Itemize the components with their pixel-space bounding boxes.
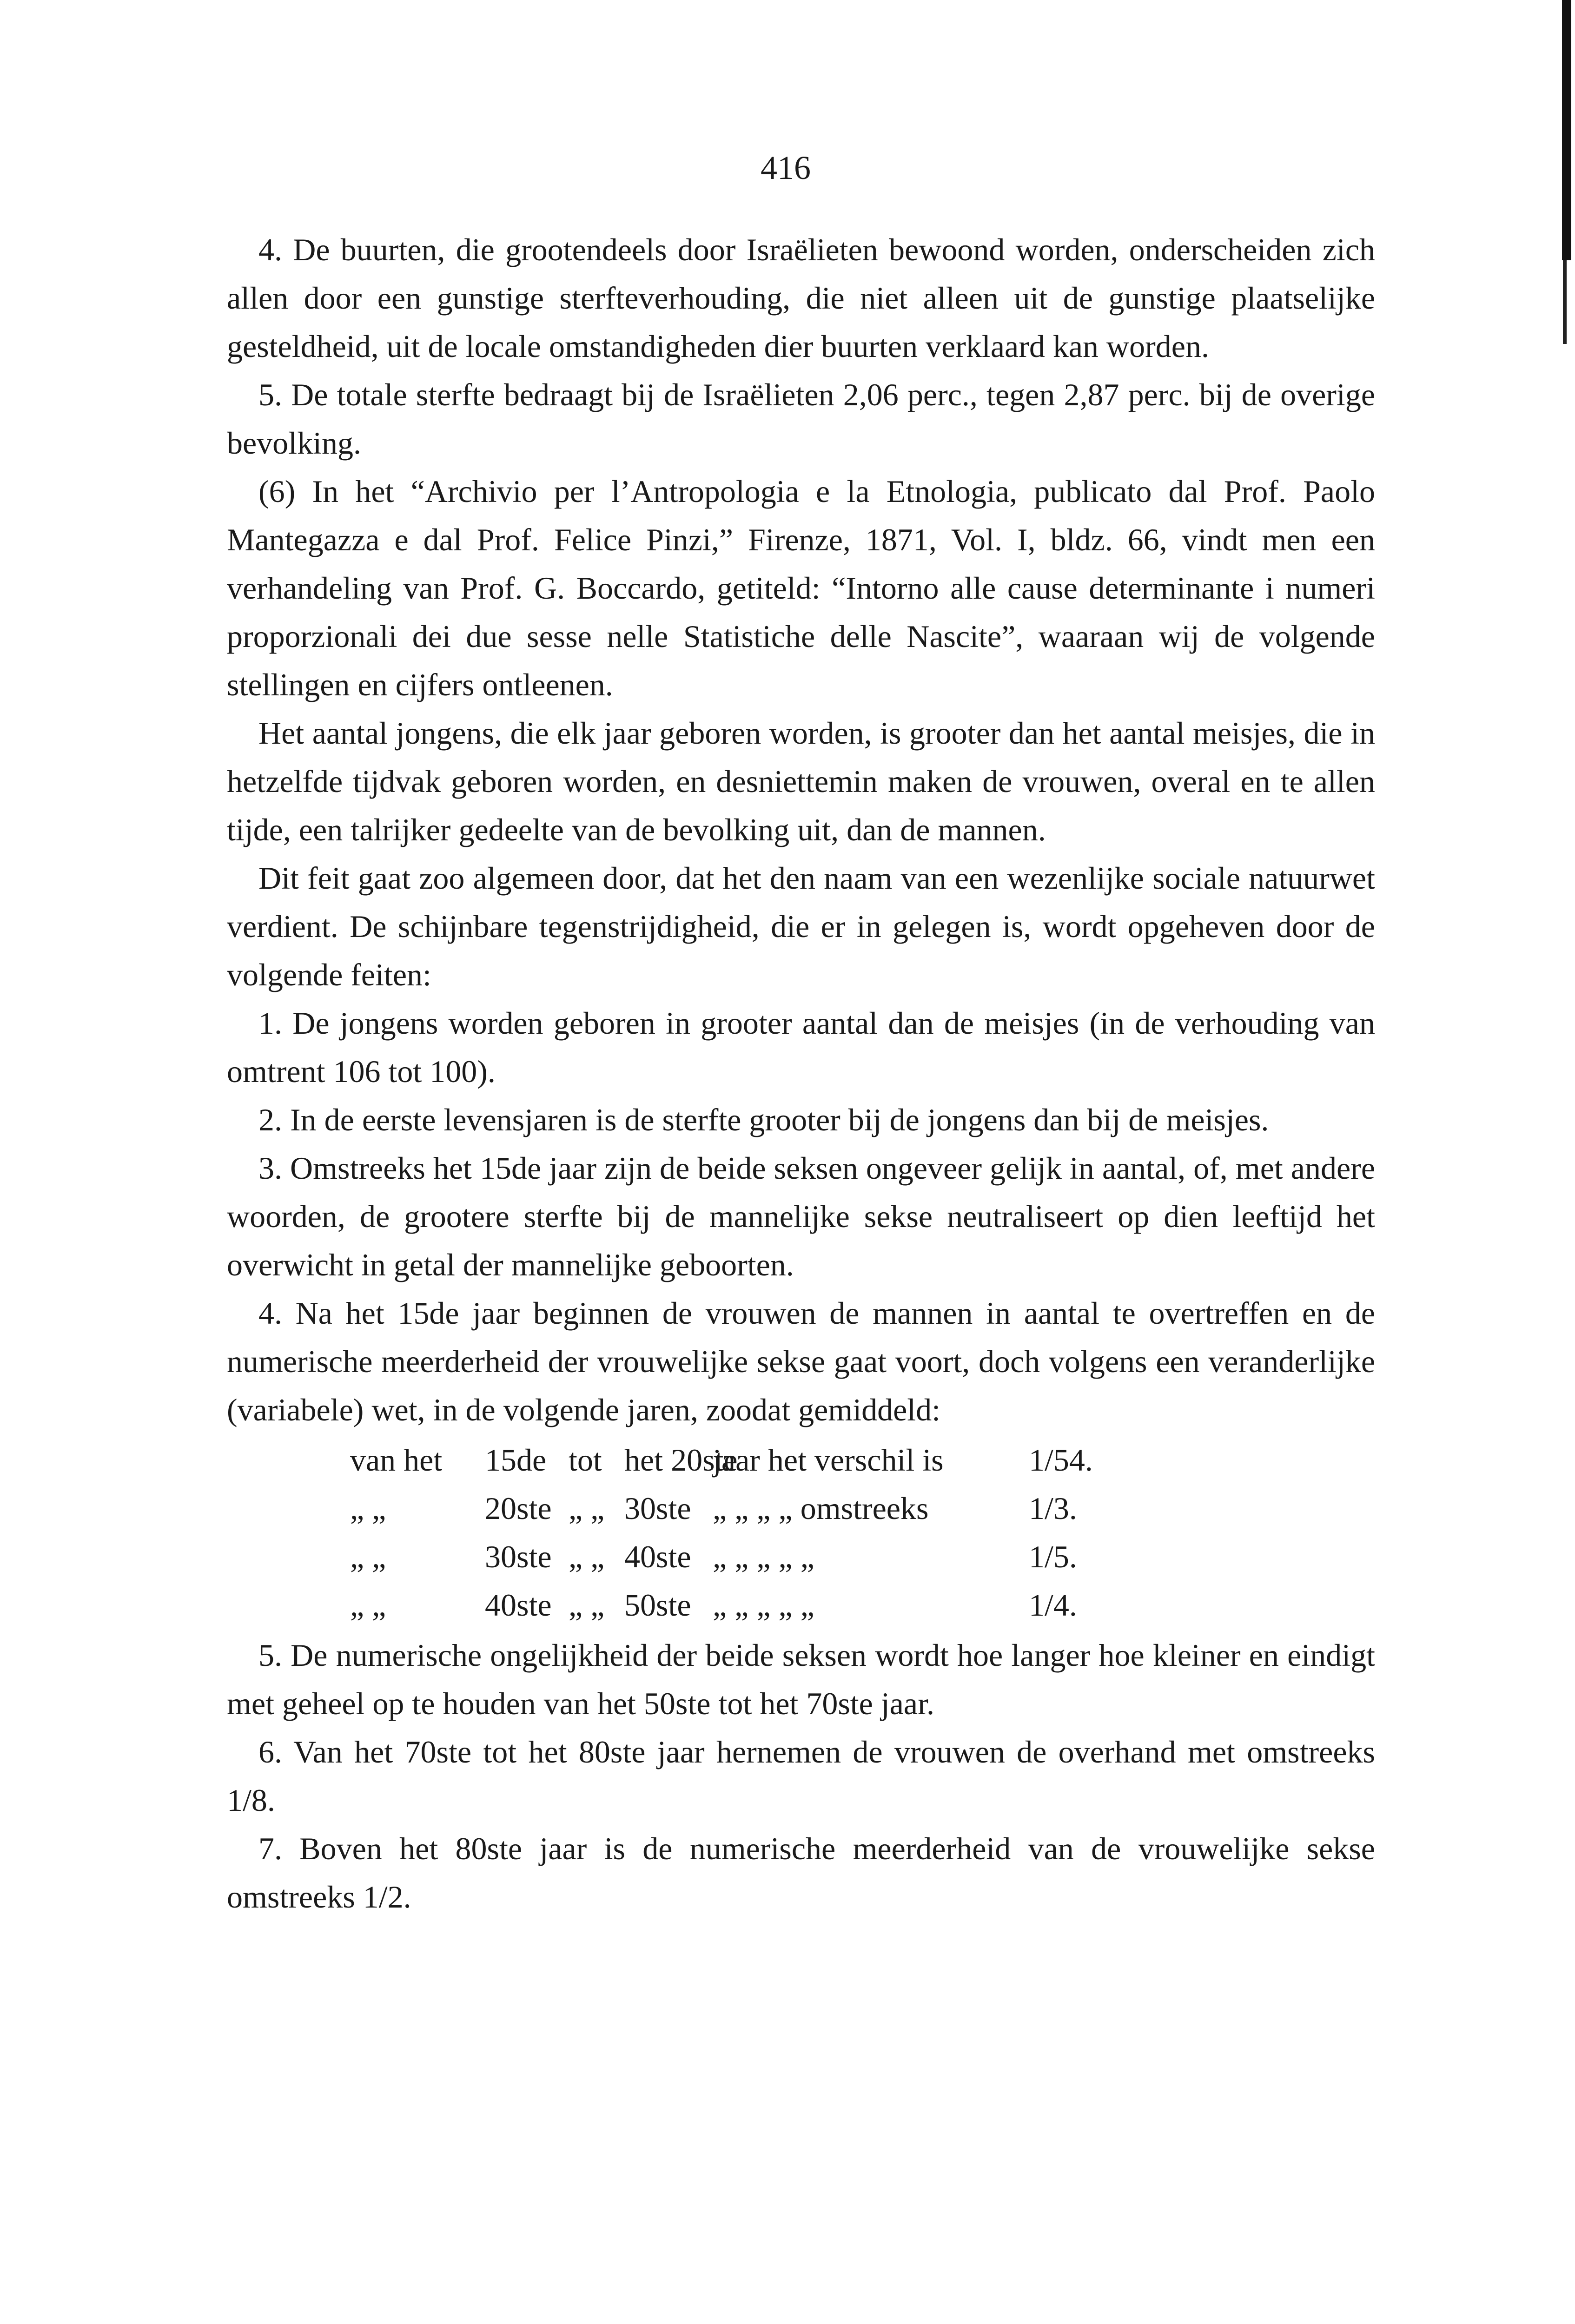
paragraph-2: 5. De totale sterfte bedraagt bij de Israëlieten 2,06 perc., tegen 2,87 perc. bij de overige bevolking. [227, 377, 1375, 461]
row-from: 30ste [485, 1539, 552, 1574]
paragraph-6: 1. De jongens worden geboren in grooter aantal dan de meisjes (in de verhouding van omtrent 106 tot 100). [227, 1005, 1375, 1089]
row-to: 50ste [624, 1587, 691, 1623]
row-to: het 20ste [624, 1442, 738, 1478]
paragraph-12: 7. Boven het 80ste jaar is de numerische meerderheid van de vrouwelijke sekse omstreeks 1/2. [227, 1831, 1375, 1915]
row-from: 40ste [485, 1587, 552, 1623]
row-rest: „ „ „ „ „ [713, 1587, 814, 1623]
row-fraction: 1/3. [1029, 1491, 1077, 1526]
row-to: 30ste [624, 1491, 691, 1526]
row-label: „ „ [350, 1491, 386, 1526]
page-body [227, 225, 1375, 1921]
paragraph-5: Dit feit gaat zoo algemeen door, dat het den naam van een wezenlijke sociale natuurwet verdient. De schijnbare tegenstrijdigheid, die er in gelegen is, wordt opgeheven door de volgende feiten: [227, 860, 1375, 992]
row-from: 15de [485, 1442, 547, 1478]
paragraph-7: 2. In de eerste levensjaren is de sterfte grooter bij de jongens dan bij de meisjes. [258, 1102, 1269, 1137]
row-rest: „ „ „ „ omstreeks [713, 1491, 929, 1526]
row-rest: jaar het verschil is [713, 1442, 944, 1478]
table-row [227, 1436, 1375, 1484]
scan-edge-line [1562, 0, 1571, 260]
paragraph-10: 5. De numerische ongelijkheid der beide seksen wordt hoe langer hoe kleiner en eindigt met geheel op te houden van het 50ste tot het 70ste jaar. [227, 1637, 1375, 1721]
row-label: „ „ [350, 1539, 386, 1574]
table-row [227, 1532, 1375, 1581]
row-to: 40ste [624, 1539, 691, 1574]
paragraph-1: 4. De buurten, die grootendeels door Israëlieten bewoond worden, onderscheiden zich allen door een gunstige sterfteverhouding, die niet alleen uit de gunstige plaatselijke gesteldheid, uit de locale omstandigheden dier buurten verklaard kan worden. [227, 232, 1375, 364]
age-difference-table [227, 1436, 1375, 1629]
row-tot: „ „ [569, 1539, 605, 1574]
row-fraction: 1/5. [1029, 1539, 1077, 1574]
paragraph-4: Het aantal jongens, die elk jaar geboren worden, is grooter dan het aantal meisjes, die in hetzelfde tijdvak geboren worden, en desniettemin maken de vrouwen, overal en te allen tijde, een talrijker gedeelte van de bevolking uit, dan de mannen. [227, 715, 1375, 847]
table-row [227, 1581, 1375, 1629]
row-label: van het [350, 1442, 443, 1478]
row-label: „ „ [350, 1587, 386, 1623]
scan-edge-line-lower [1563, 260, 1567, 344]
row-tot: „ „ [569, 1491, 605, 1526]
row-from: 20ste [485, 1491, 552, 1526]
paragraph-9: 4. Na het 15de jaar beginnen de vrouwen de mannen in aantal te overtreffen en de numerische meerderheid der vrouwelijke sekse gaat voort, doch volgens een veranderlijke (variabele) wet, in de volgende jaren, zoodat gemiddeld: [227, 1295, 1375, 1427]
page-number: 416 [761, 149, 811, 186]
row-fraction: 1/4. [1029, 1587, 1077, 1623]
row-tot: „ „ [569, 1587, 605, 1623]
paragraph-3: (6) In het “Archivio per l’Antropologia e la Etnologia, publicato dal Prof. Paolo Mantegazza e dal Prof. Felice Pinzi,” Firenze, 1871, Vol. I, bldz. 66, vindt men een verhandeling van Prof. G. Boccardo, getiteld: “Intorno alle cause determinante i numeri proporzionali dei due sesse nelle Statistiche delle Nascite”, waaraan wij de volgende stellingen en cijfers ontleenen. [227, 474, 1375, 702]
paragraph-8: 3. Omstreeks het 15de jaar zijn de beide seksen ongeveer gelijk in aantal, of, met andere woorden, de grootere sterfte bij de mannelijke sekse neutraliseert op dien leeftijd het overwicht in getal der mannelijke geboorten. [227, 1150, 1375, 1282]
table-row [227, 1484, 1375, 1532]
row-rest: „ „ „ „ „ [713, 1539, 814, 1574]
paragraph-11: 6. Van het 70ste tot het 80ste jaar hernemen de vrouwen de overhand met omstreeks 1/8. [227, 1734, 1375, 1818]
row-tot: tot [569, 1442, 602, 1478]
row-fraction: 1/54. [1029, 1442, 1093, 1478]
